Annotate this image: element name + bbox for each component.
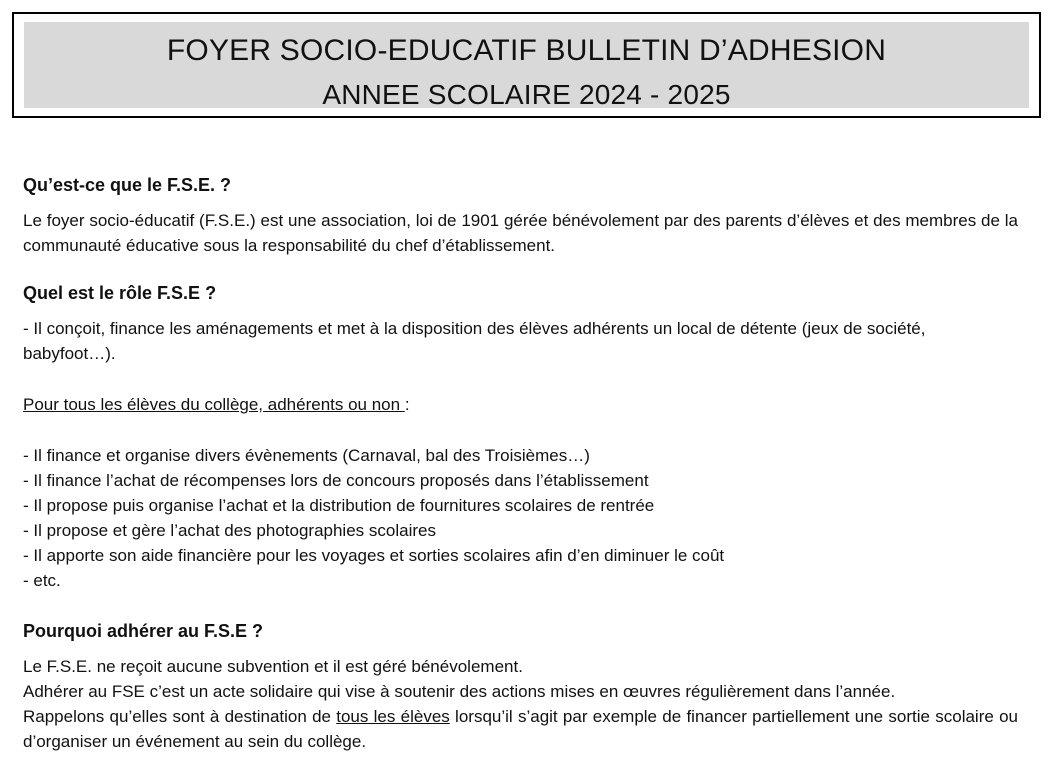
list-item: - Il propose et gère l’achat des photographies scolaires (23, 521, 436, 540)
list-item: - Il apporte son aide financière pour les voyages et sorties scolaires afin d’en diminuer le coût (23, 546, 725, 565)
section-what-is-fse (23, 172, 1018, 258)
section-heading: Qu’est-ce que le F.S.E. ? (23, 175, 232, 195)
document-body (23, 172, 1018, 754)
page-title: FOYER SOCIO-EDUCATIF BULLETIN D’ADHESION (166, 34, 887, 67)
list-item: - Il finance et organise divers évènements (Carnaval, bal des Troisièmes…) (23, 446, 590, 465)
list-item: - Il finance l’achat de récompenses lors de concours proposés dans l’établissement (23, 471, 649, 490)
list-item: - Il propose puis organise l’achat et la distribution de fournitures scolaires de rentrée (23, 496, 655, 515)
section-line: Le F.S.E. ne reçoit aucune subvention et il est géré bénévolement. (23, 657, 523, 676)
section-role-fse (23, 280, 1018, 593)
section-paragraph: Le foyer socio-éducatif (F.S.E.) est une association, loi de 1901 gérée bénévolement par des parents d’élèves et des membres de la communauté éducative sous la responsabilité du chef d’établissement. (23, 211, 1018, 255)
section-paragraph (23, 704, 1018, 754)
section-heading: Pourquoi adhérer au F.S.E ? (23, 621, 264, 641)
page-subtitle: ANNEE SCOLAIRE 2024 - 2025 (322, 79, 731, 110)
header-banner (24, 22, 1029, 108)
section-line: Adhérer au FSE c’est un acte solidaire qui vise à soutenir des actions mises en œuvres régulièrement dans l’année. (23, 682, 896, 701)
all-students-label (23, 392, 1018, 417)
section-paragraph: - Il conçoit, finance les aménagements et met à la disposition des élèves adhérents un local de détente (jeux de société, babyfoot…). (23, 319, 926, 363)
text-segment: Rappelons qu’elles sont à destination de (23, 707, 337, 726)
underlined-text: tous les élèves (336, 707, 450, 726)
section-why-join (23, 618, 1018, 754)
role-list (23, 443, 1018, 593)
underlined-label: Pour tous les élèves du collège, adhérents ou non (23, 395, 405, 414)
section-heading: Quel est le rôle F.S.E ? (23, 283, 217, 303)
header-box (12, 12, 1041, 118)
list-item: - etc. (23, 571, 61, 590)
text-segment: lorsqu’il s’agit par exemple de financer partiellement une sortie scolaire ou d’organiser un événement au sein du collège. (23, 707, 1018, 751)
label-colon: : (404, 395, 410, 414)
